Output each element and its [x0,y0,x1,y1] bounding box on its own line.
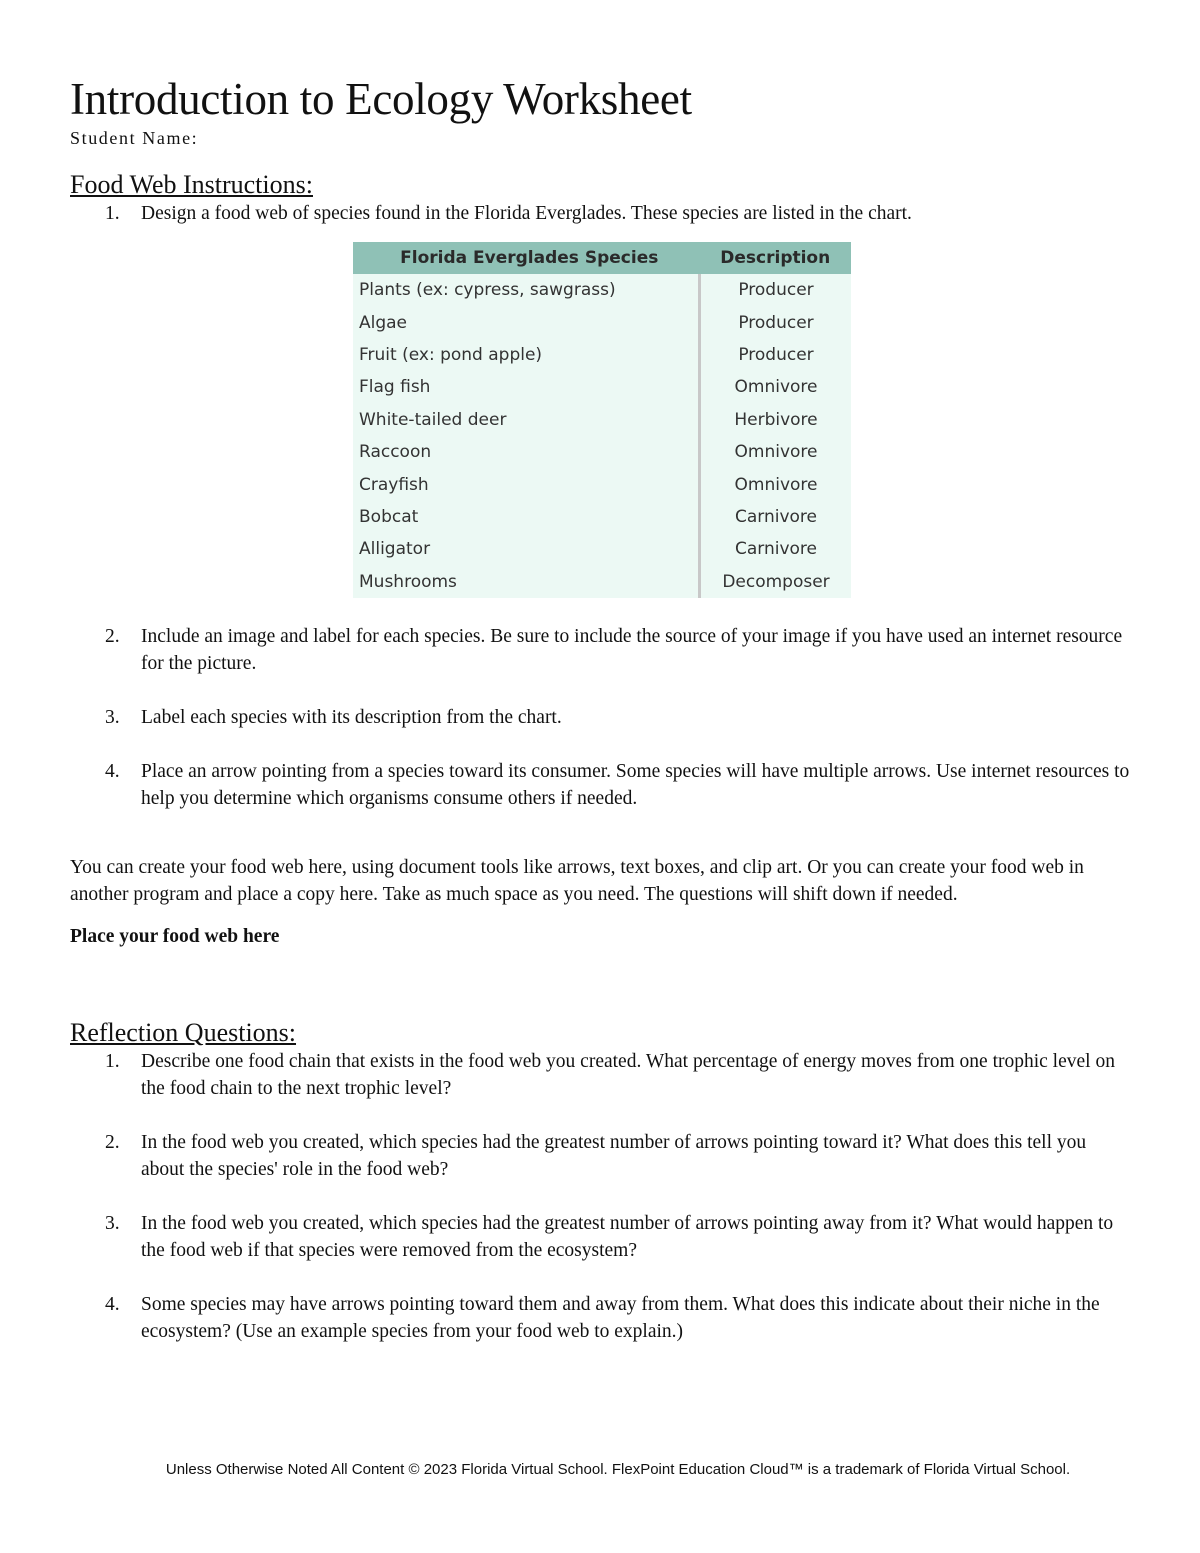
description-cell: Decomposer [700,566,852,598]
copyright-footer: Unless Otherwise Noted All Content © 2023 Florida Virtual School. FlexPoint Education Cloud™ is a trademark of Florida Virtual School. [165,1461,1071,1478]
list-item [70,1291,1130,1345]
reflection-heading: Reflection Questions: [70,1017,297,1047]
list-item [70,1210,1130,1264]
worksheet-page [70,72,1130,1345]
question-number: 2. [105,1131,120,1153]
list-item [70,623,1130,677]
reflection-questions [70,1048,1130,1345]
step-number: 2. [105,625,120,647]
list-item [70,1048,1130,1102]
food-web-heading: Food Web Instructions: [70,170,313,199]
step-text: Include an image and label for each species. Be sure to include the source of your image if you have used an internet resource for the picture. [141,625,1123,674]
species-cell: Crayfish [353,468,700,500]
species-cell: Plants (ex: cypress, sawgrass) [353,274,700,306]
question-text: Some species may have arrows pointing toward them and away from them. What does this indicate about their niche in the ecosystem? (Use an example species from your food web to explain.) [141,1293,1100,1342]
table-row [353,436,851,468]
table-row [353,468,851,500]
place-food-web-label: Place your food web here [70,925,280,947]
species-table [353,242,851,598]
species-cell: Fruit (ex: pond apple) [353,339,700,371]
species-cell: Algae [353,306,700,338]
question-text: In the food web you created, which species had the greatest number of arrows pointing toward it? What does this tell you about the species' role in the food web? [141,1131,1087,1180]
description-cell: Carnivore [700,533,852,565]
step-number: 1. [105,203,120,224]
description-cell: Carnivore [700,501,852,533]
question-number: 4. [105,1293,120,1315]
question-text: In the food web you created, which species had the greatest number of arrows pointing away from it? What would happen to the food web if that species were removed from the ecosystem? [141,1212,1114,1261]
table-row [353,533,851,565]
question-text: Describe one food chain that exists in the food web you created. What percentage of energy moves from one trophic level on the food chain to the next trophic level? [141,1050,1115,1099]
description-cell: Omnivore [700,468,852,500]
description-cell: Omnivore [700,436,852,468]
step-number: 3. [105,706,120,728]
description-cell: Producer [700,306,852,338]
description-cell: Omnivore [700,371,852,403]
question-number: 3. [105,1212,120,1234]
step-text: Label each species with its description from the chart. [141,706,562,728]
species-column-header: Florida Everglades Species [353,242,700,274]
species-cell: Flag fish [353,371,700,403]
species-cell: Bobcat [353,501,700,533]
table-row [353,339,851,371]
table-row [353,501,851,533]
table-row [353,274,851,306]
food-web-steps-continued [70,623,1130,812]
list-item [70,704,1130,731]
species-cell: Alligator [353,533,700,565]
list-item [70,758,1130,812]
list-item [70,1129,1130,1183]
species-cell: White-tailed deer [353,404,700,436]
step-text: Design a food web of species found in the Florida Everglades. These species are listed in the chart. [141,203,912,224]
description-column-header: Description [700,242,852,274]
table-header-row [353,242,851,274]
question-number: 1. [105,1050,120,1072]
table-row [353,404,851,436]
table-row [353,371,851,403]
instructions-paragraph: You can create your food web here, using document tools like arrows, text boxes, and clip art. Or you can create your food web in another program and place a copy here. Take as much space as you need. The questions will shift down if needed. [70,856,1084,905]
student-name-label: Student Name: [70,128,199,148]
species-cell: Raccoon [353,436,700,468]
step-number: 4. [105,760,120,782]
step-text: Place an arrow pointing from a species toward its consumer. Some species will have multiple arrows. Use internet resources to help you determine which organisms consume others if needed. [141,760,1130,809]
description-cell: Producer [700,339,852,371]
page-title: Introduction to Ecology Worksheet [70,74,692,124]
description-cell: Herbivore [700,404,852,436]
food-web-steps [70,200,1130,227]
table-row [353,566,851,598]
list-item [70,200,1130,227]
description-cell: Producer [700,274,852,306]
table-row [353,306,851,338]
species-cell: Mushrooms [353,566,700,598]
